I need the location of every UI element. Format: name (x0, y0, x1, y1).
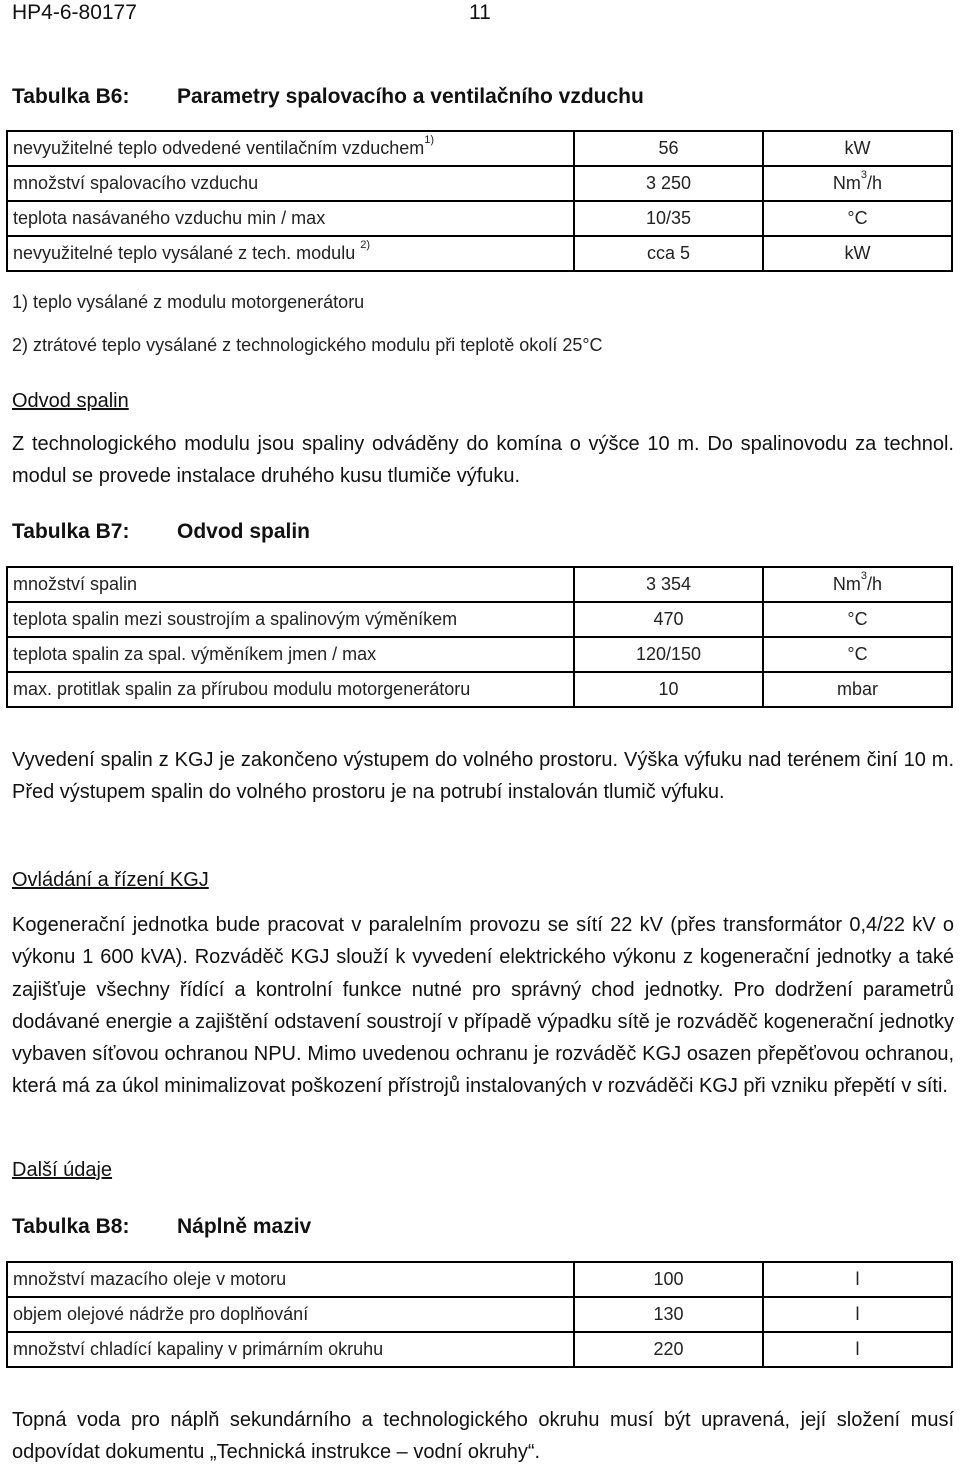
flue-paragraph: Z technologického modulu jsou spaliny odváděny do komína o výšce 10 m. Do spalinovodu za technol. modul se provede instalace druhého kusu tlumiče výfuku. (12, 433, 954, 488)
unit-superscript: 3 (860, 169, 868, 181)
footnote-2: 2) ztrátové teplo vysálané z technologického modulu při teplotě okolí 25°C (12, 335, 603, 355)
row-name: teplota spalin mezi soustrojím a spalinovým výměníkem (7, 602, 574, 637)
row-name: množství spalin (7, 567, 574, 602)
row-name: množství chladící kapaliny v primárním okruhu (7, 1332, 574, 1367)
row-value: 3 354 (574, 567, 763, 602)
row-value: 56 (574, 131, 763, 166)
row-unit: kW (763, 236, 952, 271)
table-b7-title: Odvod spalin (177, 520, 311, 543)
table-b6 (6, 130, 953, 272)
footnote-ref: 1) (424, 134, 435, 146)
unit-tail: /h (867, 574, 883, 594)
water-paragraph: Topná voda pro náplň sekundárního a technologického okruhu musí být upravená, její složení musí odpovídat dokumentu „Technická instrukce – vodní okruhy“. (12, 1409, 954, 1464)
exhaust-paragraph: Vyvedení spalin z KGJ je zakončeno výstupem do volného prostoru. Výška výfuku nad terénem činí 10 m. Před výstupem spalin do volného prostoru je na potrubí instalován tlumič výfuku. (12, 749, 954, 804)
table-b8 (6, 1261, 953, 1368)
table-row (7, 201, 952, 236)
row-unit: °C (763, 201, 952, 236)
row-unit: l (763, 1262, 952, 1297)
table-row (7, 1297, 952, 1332)
row-name: teplota spalin za spal. výměníkem jmen / max (7, 637, 574, 672)
table-row (7, 602, 952, 637)
row-value: 130 (574, 1297, 763, 1332)
table-b7-label: Tabulka B7: (12, 520, 130, 543)
row-unit: l (763, 1297, 952, 1332)
unit-tail: /h (867, 173, 883, 193)
row-unit: mbar (763, 672, 952, 707)
table-row (7, 166, 952, 201)
section-heading-more: Další údaje (12, 1159, 113, 1181)
footnote-ref: 2) (360, 239, 370, 251)
unit-superscript: 3 (860, 570, 868, 582)
table-b8-label: Tabulka B8: (12, 1215, 130, 1238)
table-row (7, 1332, 952, 1367)
table-row (7, 236, 952, 271)
table-row (7, 131, 952, 166)
page-number: 11 (469, 1, 491, 24)
row-value: 220 (574, 1332, 763, 1367)
table-b6-label: Tabulka B6: (12, 85, 130, 108)
row-name: nevyužitelné teplo vysálané z tech. modulu (13, 243, 356, 263)
row-value: 100 (574, 1262, 763, 1297)
table-b8-title: Náplně maziv (177, 1215, 312, 1238)
row-unit: Nm (832, 574, 861, 594)
row-value: 10/35 (574, 201, 763, 236)
row-unit: °C (763, 637, 952, 672)
table-row (7, 567, 952, 602)
row-value: 10 (574, 672, 763, 707)
table-row (7, 1262, 952, 1297)
row-name: teplota nasávaného vzduchu min / max (7, 201, 574, 236)
row-unit: kW (763, 131, 952, 166)
section-heading-control: Ovládání a řízení KGJ (12, 869, 209, 891)
table-row (7, 637, 952, 672)
row-value: 470 (574, 602, 763, 637)
document-id: HP4-6-80177 (12, 1, 137, 24)
row-unit: Nm (832, 173, 861, 193)
table-b7 (6, 566, 953, 708)
row-name: objem olejové nádrže pro doplňování (7, 1297, 574, 1332)
row-name: nevyužitelné teplo odvedené ventilačním vzduchem (13, 138, 425, 158)
row-name: množství spalovacího vzduchu (7, 166, 574, 201)
footnote-1: 1) teplo vysálané z modulu motorgenerátoru (12, 292, 365, 312)
row-value: 3 250 (574, 166, 763, 201)
table-row (7, 672, 952, 707)
section-heading-flue: Odvod spalin (12, 390, 129, 412)
row-value: 120/150 (574, 637, 763, 672)
row-name: max. protitlak spalin za přírubou modulu motorgenerátoru (7, 672, 574, 707)
table-b6-title: Parametry spalovacího a ventilačního vzduchu (177, 85, 644, 108)
row-name: množství mazacího oleje v motoru (7, 1262, 574, 1297)
row-unit: °C (763, 602, 952, 637)
row-unit: l (763, 1332, 952, 1367)
control-paragraph: Kogenerační jednotka bude pracovat v paralelním provozu se sítí 22 kV (přes transformátor 0,4/22 kV o výkonu 1 600 kVA). Rozváděč KGJ slouží k vyvedení elektrického výkonu z kogenerační jednotky a také zajišťuje všechny řídící a kontrolní funkce nutné pro správný chod jednotky. Pro dodržení parametrů dodávané energie a zajištění odstavení soustrojí v případě výpadku sítě je rozváděč kogenerační jednotky vybaven síťovou ochranou NPU. Mimo uvedenou ochranu je rozváděč KGJ osazen přepěťovou ochranou, která má za úkol minimalizovat poškození přístrojů instalovaných v rozváděči KGJ při vzniku přepětí v síti. (12, 914, 954, 1098)
row-value: cca 5 (574, 236, 763, 271)
